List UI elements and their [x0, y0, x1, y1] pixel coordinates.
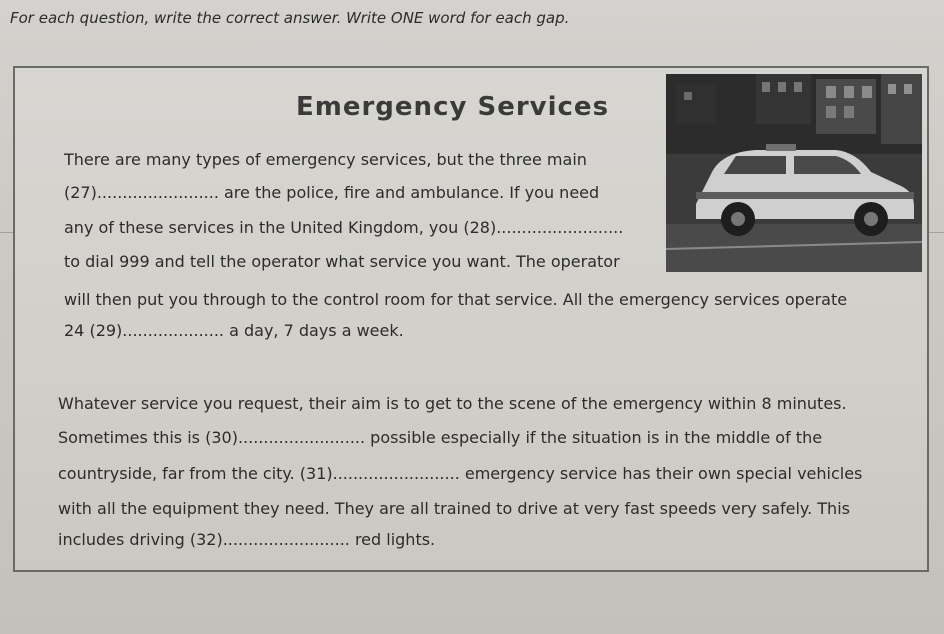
police-car-icon [666, 74, 922, 272]
article-line-4: to dial 999 and tell the operator what service you want. The operator [64, 252, 620, 271]
article-line-3: any of these services in the United Kingdom, you (28)......................... [64, 218, 624, 237]
article-line-2: (27)........................ are the police, fire and ambulance. If you need [64, 183, 600, 202]
article-line-1: There are many types of emergency services, but the three main [64, 150, 587, 169]
article-title: Emergency Services [296, 92, 610, 122]
article-line-6: 24 (29).................... a day, 7 days a week. [64, 321, 404, 340]
article-line-10: with all the equipment they need. They are all trained to drive at very fast speeds very safely. This [58, 499, 850, 518]
article-line-7: Whatever service you request, their aim is to get to the scene of the emergency within 8 minutes. [58, 394, 847, 413]
article-line-11: includes driving (32)......................... red lights. [58, 530, 436, 549]
instruction-text: For each question, write the correct answer. Write ONE word for each gap. [10, 9, 570, 27]
article-line-5: will then put you through to the control room for that service. All the emergency services operate [64, 290, 848, 309]
police-car-photo [666, 74, 922, 272]
article-line-9: countryside, far from the city. (31)......................... emergency service has their own special vehicles [58, 464, 863, 483]
article-line-8: Sometimes this is (30)......................... possible especially if the situation is in the middle of the [58, 428, 823, 447]
